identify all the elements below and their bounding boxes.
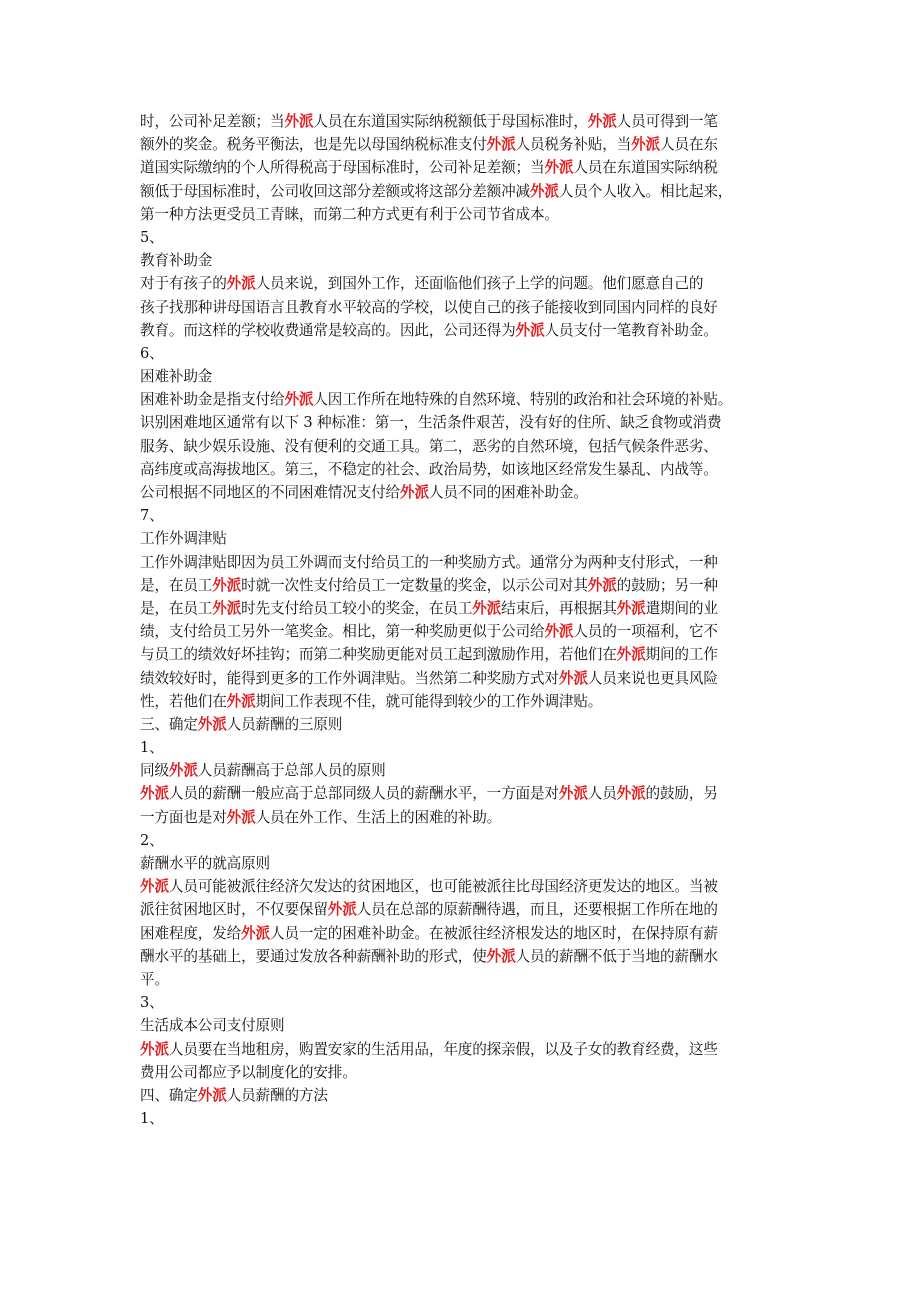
keyword-highlight: 外派 (400, 484, 429, 501)
text-segment: 人员要在当地租房，购置安家的生活用品，年度的探亲假，以及子女的教育经费，这些 (168, 1040, 718, 1058)
keyword-highlight: 外派 (226, 808, 256, 826)
text-segment: 结束后，再根据其 (501, 599, 617, 617)
text-segment: 额外的奖金。税务平衡法，也是先以母国纳税标准支付 (140, 136, 487, 154)
text-line (140, 458, 788, 481)
text-segment: 人员可能被派往经济欠发达的贫困地区，也可能被派往比母国经济更发达的地区。当被 (168, 878, 718, 896)
text-segment: 人因工作所在地特殊的自然环境、特别的政治和社会环境的补贴。 (313, 391, 733, 409)
text-segment: 薪酬水平的就高原则 (140, 855, 270, 872)
text-line (140, 898, 788, 921)
text-line (140, 829, 788, 852)
text-segment: 人员薪酬高于总部人员的原则 (197, 762, 386, 780)
text-line (140, 296, 788, 319)
keyword-highlight: 外派 (616, 599, 646, 617)
text-segment: 服务、缺少娱乐设施、没有便利的交通工具。第二，恶劣的自然环境，包括气候条件恶劣、 (140, 437, 718, 455)
text-segment: 公司根据不同地区的不同困难情况支付给 (140, 484, 400, 501)
text-line (140, 481, 788, 504)
text-line (140, 110, 788, 133)
keyword-highlight: 外派 (486, 947, 516, 965)
text-segment: 一方面也是对 (140, 808, 227, 826)
text-segment: 3、 (140, 994, 164, 1012)
text-line (140, 736, 788, 759)
text-segment: 与员工的绩效好坏挂钩；而第二种奖励更能对员工起到激励作用，若他们在 (140, 646, 617, 664)
text-segment: 性，若他们在 (140, 692, 227, 710)
text-segment: 道国实际缴纳的个人所得税高于母国标准时，公司补足差额；当 (140, 159, 545, 177)
text-segment: 人员的薪酬不低于当地的薪酬水 (515, 947, 718, 965)
text-segment: 费用公司都应予以制度化的安排。 (140, 1063, 357, 1081)
text-line (140, 527, 788, 550)
text-segment: 四、确定 (140, 1086, 198, 1104)
keyword-highlight: 外派 (140, 878, 169, 896)
text-segment: 人员在总部的原薪酬待遇，而且，还要根据工作所在地的 (356, 901, 718, 919)
text-line (140, 249, 788, 272)
text-segment: 平。 (140, 970, 169, 988)
text-line (140, 782, 788, 805)
keyword-highlight: 外派 (616, 646, 646, 664)
text-line (140, 690, 788, 713)
text-segment: 的鼓励，另 (645, 785, 718, 803)
text-segment: 绩效较好时，能得到更多的工作外调津贴。当然第二种奖励方式对 (140, 669, 559, 687)
keyword-highlight: 外派 (226, 275, 256, 293)
text-segment: 人员在东 (660, 136, 718, 154)
text-segment: 识别困难地区通常有以下 3 种标准：第一，生活条件艰苦，没有好的住所、缺乏食物或消费 (140, 414, 722, 432)
text-segment: 高纬度或高海拔地区。第三，不稳定的社会、政治局势，如该地区经常发生暴乱、内战等。 (140, 460, 718, 478)
keyword-highlight: 外派 (140, 785, 169, 803)
text-line (140, 435, 788, 458)
text-line (140, 759, 788, 782)
text-segment: 人员在东道国实际纳税额低于母国标准时， (313, 113, 588, 130)
text-segment: 孩子找那种讲母国语言且教育水平较高的学校，以使自己的孩子能接收到同国内同样的良好 (140, 298, 718, 316)
text-segment: 对于有孩子的 (140, 275, 227, 293)
text-line (140, 133, 788, 156)
text-segment: 人员个人收入。相比起来， (558, 182, 733, 200)
text-segment: 困难程度，发给 (140, 924, 242, 942)
keyword-highlight: 外派 (631, 136, 660, 154)
text-segment: 是，在员工 (140, 576, 213, 594)
text-line (140, 388, 788, 411)
text-segment: 教育补助金 (140, 252, 213, 270)
text-segment: 人员的薪酬一般应高于总部同级人员的薪酬水平，一方面是对 (168, 785, 559, 803)
keyword-highlight: 外派 (558, 669, 588, 687)
text-line (140, 945, 788, 968)
keyword-highlight: 外派 (587, 576, 617, 594)
text-segment: 人员的一项福利，它不 (573, 623, 718, 641)
text-segment: 酬水平的基础上，要通过发放各种薪酬补助的形式，使 (140, 947, 487, 965)
text-segment: 时就一次性支付给员工一定数量的奖金，以示公司对其 (241, 576, 588, 594)
text-segment: 人员来说，到国外工作，还面临他们孩子上学的问题。他们愿意自己的 (255, 275, 704, 293)
text-line (140, 643, 788, 666)
text-line (140, 597, 788, 620)
text-segment: 派往贫困地区时，不仅要保留 (140, 901, 328, 919)
text-segment: 困难补助金是指支付给 (140, 391, 285, 409)
text-segment: 同级 (140, 762, 169, 780)
text-line (140, 968, 788, 991)
text-segment: 人员在东道国实际纳税 (573, 159, 718, 177)
keyword-highlight: 外派 (284, 113, 314, 130)
text-segment: 6、 (140, 344, 164, 362)
text-segment: 三、确定 (140, 715, 198, 733)
keyword-highlight: 外派 (226, 692, 256, 710)
text-segment: 人员在外工作、生活上的困难的补助。 (255, 808, 502, 826)
text-segment: 生活成本公司支付原则 (140, 1017, 285, 1035)
text-segment: 人员薪酬的方法 (226, 1086, 328, 1104)
text-segment: 人员可得到一笔 (616, 113, 718, 130)
keyword-highlight: 外派 (168, 762, 198, 780)
text-line (140, 504, 788, 527)
keyword-highlight: 外派 (212, 599, 242, 617)
keyword-highlight: 外派 (529, 182, 559, 200)
keyword-highlight: 外派 (197, 715, 227, 733)
text-segment: 人员支付一笔教育补助金。 (544, 321, 718, 339)
keyword-highlight: 外派 (212, 576, 242, 594)
text-segment: 额低于母国标准时，公司收回这部分差额或将这部分差额冲减 (140, 182, 530, 200)
keyword-highlight: 外派 (197, 1086, 227, 1104)
text-segment: 人员不同的困难补助金。 (428, 484, 588, 501)
text-segment: 人员来说也更具风险 (587, 669, 718, 687)
text-line (140, 342, 788, 365)
text-segment: 1、 (140, 739, 164, 757)
text-line (140, 1014, 788, 1037)
text-line (140, 272, 788, 295)
text-segment: 教育。而这样的学校收费通常是较高的。因此，公司还得为 (140, 321, 516, 339)
text-line (140, 574, 788, 597)
text-line (140, 806, 788, 829)
text-line (140, 875, 788, 898)
keyword-highlight: 外派 (486, 136, 516, 154)
text-line (140, 203, 788, 226)
text-segment: 绩，支付给员工另外一笔奖金。相比，第一种奖励更似于公司给 (140, 623, 545, 641)
text-segment: 7、 (140, 507, 164, 525)
text-segment: 2、 (140, 831, 164, 849)
text-segment: 人员 (587, 785, 617, 803)
text-segment: 的鼓励；另一种 (616, 576, 718, 594)
text-line (140, 922, 788, 945)
text-segment: 是，在员工 (140, 599, 213, 617)
text-segment: 困难补助金 (140, 368, 213, 386)
keyword-highlight: 外派 (241, 924, 270, 942)
keyword-highlight: 外派 (515, 321, 545, 339)
keyword-highlight: 外派 (587, 113, 617, 130)
text-segment: 工作外调津贴即因为员工外调而支付给员工的一种奖励方式。通常分为两种支付形式，一种 (140, 553, 718, 571)
text-line (140, 1038, 788, 1061)
text-segment: 工作外调津贴 (140, 530, 227, 548)
keyword-highlight: 外派 (544, 159, 574, 177)
text-line (140, 156, 788, 179)
text-segment: 1、 (140, 1110, 164, 1128)
text-segment: 人员税务补贴，当 (515, 136, 632, 154)
keyword-highlight: 外派 (472, 599, 502, 617)
text-segment: 5、 (140, 228, 164, 246)
text-line (140, 1061, 788, 1084)
text-segment: 遣期间的业 (645, 599, 718, 617)
text-line (140, 319, 788, 342)
text-line (140, 852, 788, 875)
text-line (140, 1084, 788, 1107)
keyword-highlight: 外派 (558, 785, 588, 803)
text-line (140, 1107, 788, 1130)
text-line (140, 411, 788, 434)
text-line (140, 620, 788, 643)
text-segment: 期间工作表现不佳，就可能得到较少的工作外调津贴。 (255, 692, 603, 710)
text-line (140, 226, 788, 249)
text-line (140, 365, 788, 388)
keyword-highlight: 外派 (616, 785, 646, 803)
keyword-highlight: 外派 (140, 1040, 169, 1058)
document-body (140, 110, 788, 1130)
text-line (140, 991, 788, 1014)
text-segment: 第一种方法更受员工青睐，而第二种方式更有利于公司节省成本。 (140, 205, 559, 223)
keyword-highlight: 外派 (327, 901, 357, 919)
keyword-highlight: 外派 (284, 391, 314, 409)
text-line (140, 551, 788, 574)
text-segment: 人员薪酬的三原则 (226, 715, 343, 733)
text-line (140, 180, 788, 203)
text-segment: 时，公司补足差额；当 (140, 113, 285, 130)
text-segment: 期间的工作 (645, 646, 718, 664)
text-segment: 时先支付给员工较小的奖金，在员工 (241, 599, 473, 617)
text-line (140, 667, 788, 690)
text-segment: 人员一定的困难补助金。在被派往经济根发达的地区时，在保持原有薪 (270, 924, 718, 942)
keyword-highlight: 外派 (544, 623, 574, 641)
text-line (140, 713, 788, 736)
